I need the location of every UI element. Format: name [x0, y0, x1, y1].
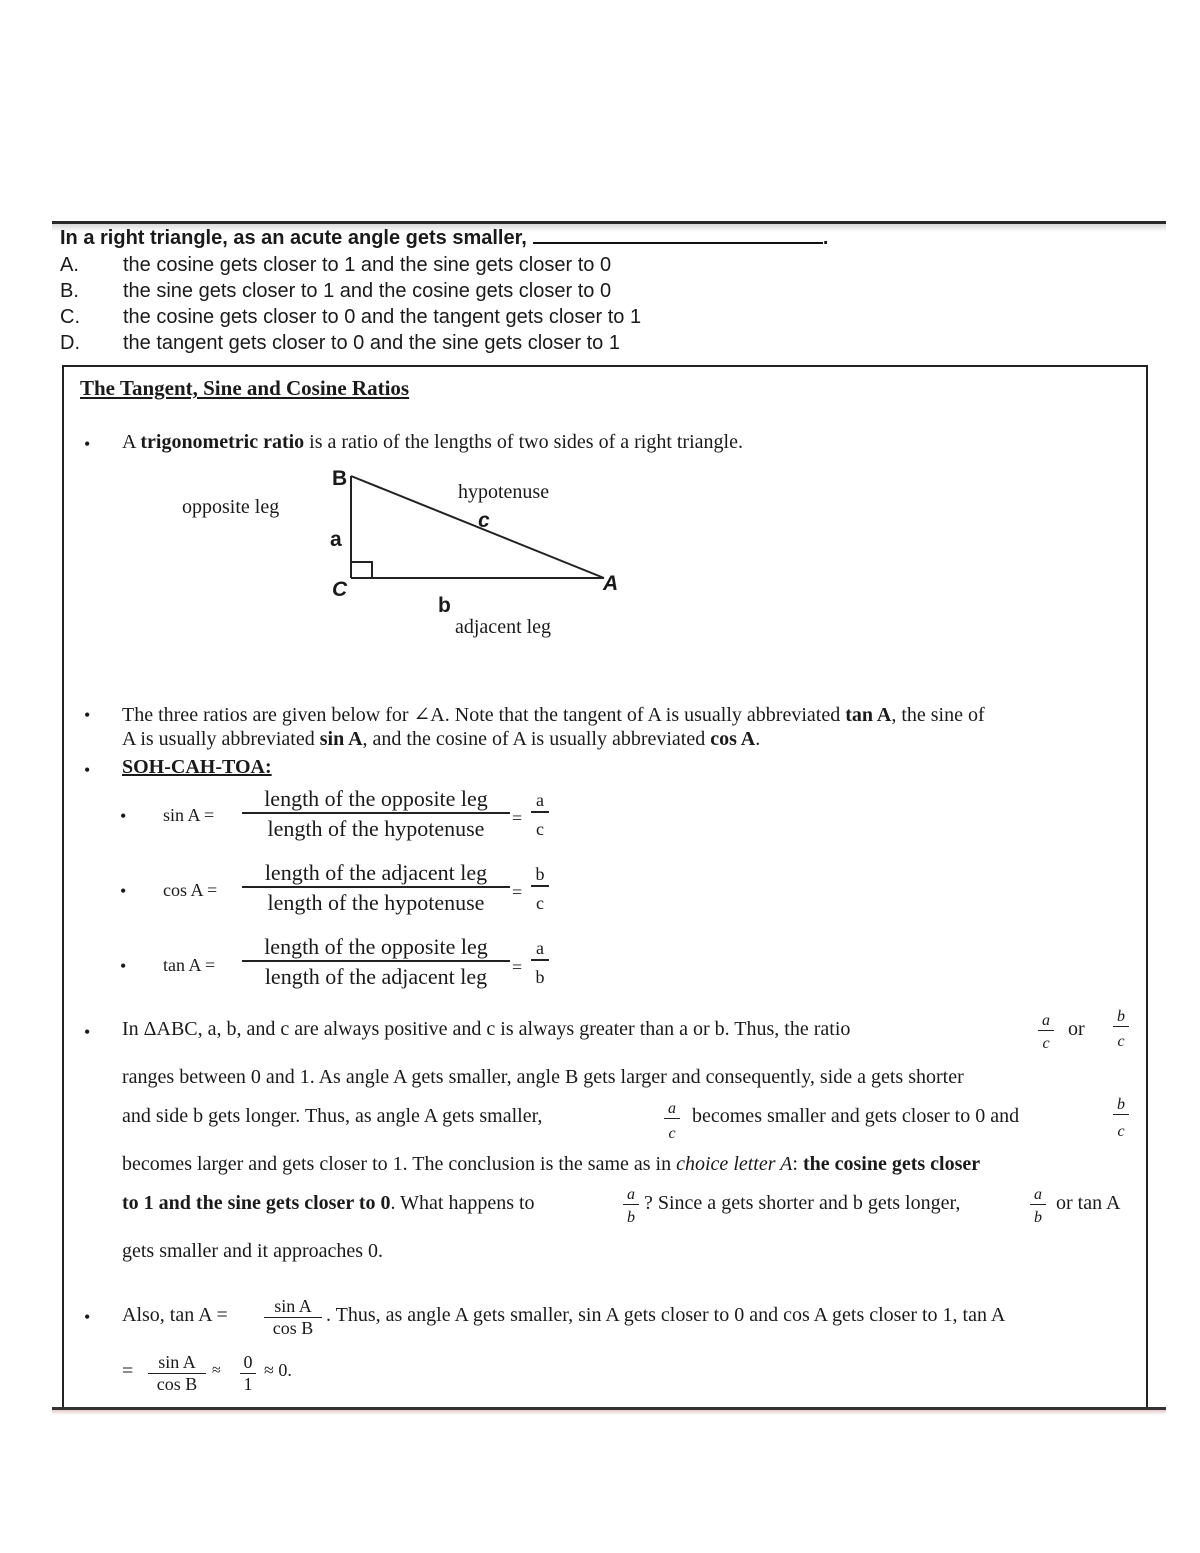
cos-numerator: length of the adjacent leg	[264, 860, 488, 885]
tan-lhs: tan A =	[163, 955, 216, 975]
ratios-line-2	[122, 728, 760, 751]
tan-ratio	[531, 938, 549, 988]
choice-ref: choice letter A	[676, 1153, 793, 1175]
frac-sinA-over-cosB	[264, 1296, 322, 1339]
tan-ratio-num: a	[536, 938, 544, 958]
frac-den: b	[1034, 1209, 1042, 1226]
frac-den: cos B	[272, 1318, 314, 1338]
fraction-bar	[1038, 1030, 1054, 1031]
choice-text: the cosine gets closer to 0 and the tangent gets closer to 1	[123, 306, 642, 328]
ratios-text: A is usually abbreviated	[122, 728, 315, 750]
sin-numerator: length of the opposite leg	[264, 786, 488, 811]
frac-num: a	[668, 1100, 676, 1117]
fraction-bar	[1113, 1114, 1129, 1115]
frac-b-over-c	[1113, 1096, 1129, 1141]
frac-a-over-c	[664, 1100, 680, 1143]
bullet-icon: •	[84, 434, 91, 454]
cos-ratio-num: b	[535, 864, 545, 884]
choice-letter: D.	[60, 332, 80, 354]
para-line-6: gets smaller and it approaches 0.	[122, 1240, 384, 1262]
final-tail: ≈ 0.	[264, 1360, 292, 1380]
approx-sign: ≈	[212, 1362, 221, 1379]
para-line-2: ranges between 0 and 1. As angle A gets smaller, angle B gets larger and consequently, side a gets shorter	[122, 1066, 964, 1088]
tan-denominator: length of the adjacent leg	[264, 964, 488, 989]
cos-lhs: cos A =	[163, 880, 218, 900]
cos-fraction	[242, 860, 510, 916]
soh-cah-toa-heading: SOH-CAH-TOA:	[122, 756, 272, 778]
sin-lhs: sin A =	[163, 805, 215, 825]
frac-den: c	[1042, 1035, 1050, 1052]
answer-blank	[533, 226, 823, 244]
para-line-5	[122, 1192, 535, 1215]
frac-den: 1	[243, 1374, 253, 1394]
label-hypotenuse: hypotenuse	[458, 481, 550, 503]
frac-num-text: sin A	[274, 1296, 312, 1316]
para-text: :	[792, 1153, 798, 1175]
ratios-cos: cos A	[710, 728, 756, 750]
choice-a	[60, 254, 611, 277]
para-line-5b: ? Since a gets shorter and b gets longer,	[644, 1192, 961, 1214]
cos-ratio	[531, 864, 549, 914]
frac-num	[264, 1296, 322, 1317]
para-text: . What happens to	[390, 1192, 535, 1214]
bullet-icon: •	[120, 881, 127, 901]
frac-a-over-b	[623, 1186, 639, 1227]
label-opposite-leg: opposite leg	[182, 496, 280, 518]
equals-sign: =	[512, 882, 523, 902]
tan-fraction	[242, 934, 510, 990]
para-text: becomes larger and gets closer to 1. The conclusion is the same as in	[122, 1153, 672, 1175]
para-line-4	[122, 1153, 980, 1176]
vertex-b: B	[332, 467, 348, 490]
para-line-5c: or tan A	[1056, 1192, 1121, 1214]
sin-ratio-den: c	[536, 819, 544, 839]
tan-numerator: length of the opposite leg	[264, 934, 488, 959]
def-a: A	[122, 431, 136, 453]
frac-den: c	[1117, 1033, 1125, 1050]
bullet-icon: •	[84, 705, 91, 725]
sin-denominator: length of the hypotenuse	[267, 816, 485, 841]
fraction-bar	[531, 811, 549, 813]
fraction-bar	[531, 959, 549, 961]
ratios-text: , and the cosine of A is usually abbreviated	[362, 728, 706, 750]
ratios-sin: sin A	[319, 728, 363, 750]
ratios-text: The three ratios are given below for ∠A. Note that the tangent of A is usually abbreviated	[122, 704, 841, 726]
frac-num: a	[1042, 1012, 1050, 1029]
def-rest: is a ratio of the lengths of two sides of a right triangle.	[309, 431, 743, 453]
para-line-3a: and side b gets longer. Thus, as angle A gets smaller,	[122, 1105, 543, 1127]
frac-a-over-b	[1030, 1186, 1046, 1227]
frac-b-over-c	[1113, 1008, 1129, 1051]
choice-letter: A.	[60, 254, 79, 276]
side-a-label: a	[330, 528, 342, 551]
fraction-bar	[623, 1204, 639, 1205]
choice-b	[60, 280, 611, 303]
choice-text: the tangent gets closer to 0 and the sine gets closer to 1	[123, 332, 620, 354]
vertex-c: C	[332, 578, 348, 601]
ratios-tan: tan A	[845, 704, 892, 726]
equals-sign: =	[122, 1360, 134, 1382]
para-line-1: In ΔABC, a, b, and c are always positive and c is always greater than a or b. Thus, the ratio	[122, 1018, 851, 1040]
definition-line	[122, 431, 743, 454]
frac-num: sin A	[158, 1352, 196, 1372]
question-stem	[60, 226, 828, 250]
bullet-icon: •	[84, 1022, 91, 1042]
choice-d	[60, 332, 620, 355]
conclusion-bold: the cosine gets closer	[802, 1153, 981, 1175]
frac-num: a	[1034, 1186, 1042, 1203]
frac-num: 0	[243, 1352, 253, 1372]
def-term: trigonometric ratio	[140, 431, 305, 453]
bottom-rule-shadow	[52, 1410, 1166, 1415]
right-angle-mark	[351, 562, 372, 578]
sin-ratio-num: a	[536, 790, 544, 810]
explanation-title: The Tangent, Sine and Cosine Ratios	[80, 376, 410, 400]
also-line-b: . Thus, as angle A gets smaller, sin A gets closer to 0 and cos A gets closer to 1, tan A	[326, 1304, 1006, 1326]
fraction-bar	[1030, 1204, 1046, 1205]
side-c-label: c	[478, 509, 490, 532]
bullet-icon: •	[120, 956, 127, 976]
para-line-3b: becomes smaller and gets closer to 0 and	[692, 1105, 1020, 1127]
ratios-text: , the sine of	[891, 704, 985, 726]
fraction-bar	[242, 886, 510, 888]
equals-sign: =	[512, 808, 523, 828]
bullet-icon: •	[84, 760, 91, 780]
frac-den: b	[627, 1209, 635, 1226]
or-word: or	[1068, 1018, 1085, 1040]
cos-denominator: length of the hypotenuse	[267, 890, 485, 915]
frac-sinA-over-cosB	[148, 1352, 206, 1395]
frac-den: cos B	[156, 1374, 198, 1394]
question-end-punct: .	[822, 227, 829, 249]
choice-text: the cosine gets closer to 1 and the sine gets closer to 0	[123, 254, 612, 276]
frac-a-over-c	[1038, 1012, 1054, 1053]
choice-c	[60, 306, 641, 329]
frac-num: b	[1117, 1096, 1125, 1113]
fraction-bar	[531, 885, 549, 887]
cos-ratio-den: c	[536, 893, 544, 913]
question-stem-text: In a right triangle, as an acute angle gets smaller,	[60, 227, 527, 249]
fraction-bar	[242, 960, 510, 962]
fraction-bar	[242, 812, 510, 814]
side-b-label: b	[438, 594, 451, 617]
fraction-bar	[1113, 1026, 1129, 1027]
frac-num: b	[1117, 1008, 1125, 1025]
choice-letter: B.	[60, 280, 79, 302]
frac-0-over-1	[240, 1352, 256, 1395]
ratios-text: .	[755, 728, 761, 750]
ratios-line-1	[122, 702, 985, 727]
bullet-icon: •	[120, 806, 127, 826]
label-adjacent-leg: adjacent leg	[455, 616, 552, 638]
choice-text: the sine gets closer to 1 and the cosine gets closer to 0	[123, 280, 612, 302]
frac-den: c	[1117, 1123, 1125, 1140]
sin-ratio	[531, 790, 549, 840]
conclusion-bold: to 1 and the sine gets closer to 0	[122, 1192, 391, 1214]
sin-fraction	[242, 786, 510, 842]
fraction-bar	[664, 1118, 680, 1119]
equals-sign: =	[512, 957, 523, 977]
bullet-icon: •	[84, 1307, 91, 1327]
frac-num: a	[627, 1186, 635, 1203]
vertex-a: A	[603, 572, 619, 595]
choice-letter: C.	[60, 306, 80, 328]
frac-den: c	[668, 1125, 676, 1142]
also-line-a: Also, tan A =	[122, 1304, 228, 1326]
tan-ratio-den: b	[535, 967, 545, 987]
